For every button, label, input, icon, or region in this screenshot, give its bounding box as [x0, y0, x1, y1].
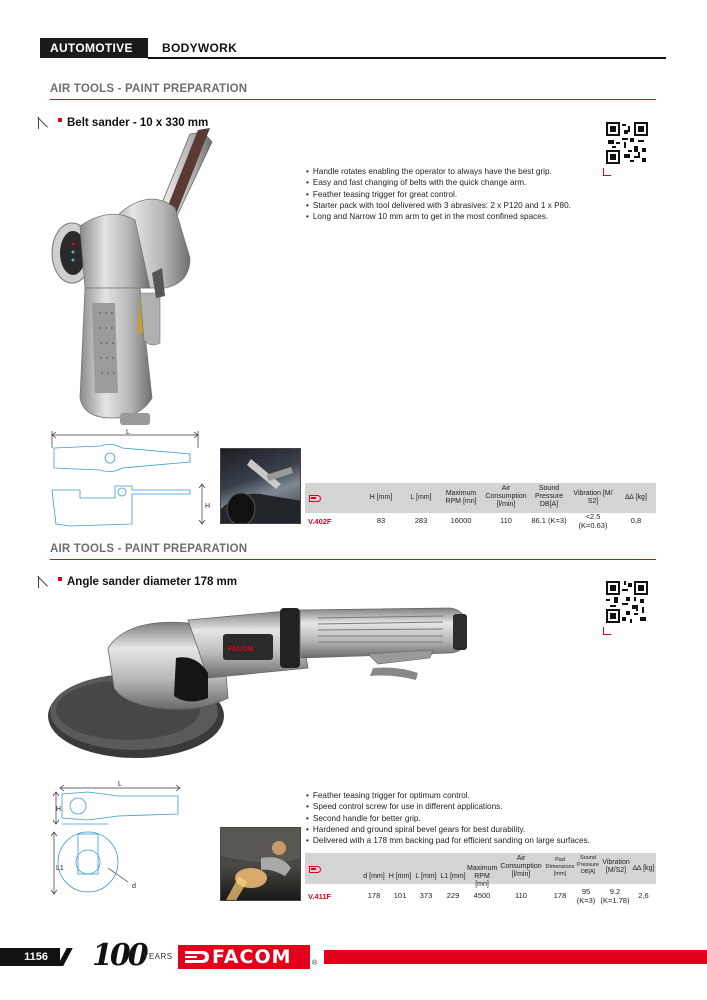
dimension-drawing: [40, 428, 215, 530]
section-title: AIR TOOLS - PAINT PREPARATION: [50, 83, 248, 95]
page-number: 1156: [0, 948, 60, 966]
col-header: Maximum RPM [mn]: [467, 865, 498, 888]
cell-value: 95 (K=3): [576, 887, 596, 905]
dimension-drawing: [48, 778, 198, 898]
feature-item: • Feather teasing trigger for optimum control.: [306, 790, 590, 801]
cell-value: 0,8: [630, 516, 642, 525]
feature-item: • Long and Narrow 10 mm arm to get in the most confined spaces.: [306, 211, 571, 222]
section-title: AIR TOOLS - PAINT PREPARATION: [50, 543, 248, 555]
cell-value: 101: [393, 891, 407, 900]
category-divider: [148, 57, 666, 59]
angle-sander-image: [48, 598, 468, 768]
feature-item: • Easy and fast changing of belts with the quick change arm.: [306, 177, 571, 188]
col-header: Pad Dimensions [mm]: [545, 857, 575, 877]
qr-code[interactable]: [606, 122, 652, 168]
corner-mark: [38, 576, 50, 588]
footer-bar: [324, 950, 707, 964]
spec-table: [305, 853, 656, 908]
product-title-text: Angle sander diameter 178 mm: [67, 576, 238, 588]
feature-item: • Feather teasing trigger for great control.: [306, 189, 571, 200]
cell-value: 83: [376, 516, 386, 525]
facom-logo-icon: [309, 495, 321, 502]
col-header: Maximum RPM [mn]: [445, 490, 477, 505]
registered-mark: ®: [312, 960, 318, 967]
col-header: Air Consumption [l/min]: [500, 855, 542, 878]
col-header: Sound Pressure DB[A]: [576, 855, 599, 875]
dim-label-l1: L1: [56, 865, 64, 872]
product-title: [58, 576, 237, 588]
cell-value: <2.5 (K=0.63): [578, 512, 608, 530]
feature-list: [306, 166, 571, 222]
feature-item: • Delivered with a 178 mm backing pad for efficient sanding on large surfaces.: [306, 835, 590, 846]
col-header: ∆∆ [kg]: [625, 494, 647, 501]
dim-label-d: d: [132, 883, 136, 890]
cell-value: 178: [553, 891, 567, 900]
feature-item: • Hardened and ground spiral bevel gears for best durability.: [306, 824, 590, 835]
col-header: Air Consumption [l/min]: [485, 485, 527, 508]
facom-wrench-icon: [184, 950, 210, 964]
dim-label-h: H: [56, 806, 62, 813]
category-bodywork[interactable]: BODYWORK: [162, 41, 238, 55]
col-header: d [mm]: [363, 873, 385, 880]
qr-code-graphic: [606, 581, 648, 623]
feature-item: • Speed control screw for use in different applications.: [306, 801, 590, 812]
feature-item: • Handle rotates enabling the operator to always have the best grip.: [306, 166, 571, 177]
facom-logo-icon: [309, 866, 321, 873]
section-divider: [50, 559, 656, 560]
cell-value: 86.1 (K=3): [531, 516, 567, 525]
feature-item: • Starter pack with tool delivered with 3 abrasives: 2 x P120 and 1 x P80.: [306, 200, 571, 211]
cell-value: 4500: [473, 891, 491, 900]
product-title-text: Belt sander - 10 x 330 mm: [67, 117, 209, 129]
qr-corner-mark: [603, 627, 611, 635]
belt-sander-image: [40, 128, 230, 428]
cell-value: 2,6: [638, 891, 649, 900]
dim-label-l: L: [118, 781, 122, 788]
cell-value: 16000: [450, 516, 472, 525]
feature-list: [306, 790, 590, 846]
brand-name: FACOM: [212, 946, 292, 968]
dim-label-l: L: [126, 429, 130, 436]
usage-photo: [220, 827, 301, 901]
cell-value: 229: [446, 891, 460, 900]
centenary-logo: 100: [92, 938, 146, 973]
col-header: H [mm]: [369, 494, 393, 501]
svg-text:FACOM: FACOM: [228, 646, 254, 653]
cell-value: 110: [500, 516, 512, 525]
category-automotive[interactable]: AUTOMOTIVE: [40, 38, 148, 58]
qr-code[interactable]: [606, 581, 652, 627]
category-bar: [0, 38, 707, 58]
usage-photo: [220, 448, 301, 524]
section-divider: [50, 99, 656, 100]
feature-item: • Second handle for better grip.: [306, 813, 590, 824]
spec-table: [305, 483, 656, 528]
col-header: Vibration [M/ S2]: [573, 490, 613, 505]
product-reference[interactable]: V.402F: [308, 517, 332, 526]
cell-value: 110: [515, 891, 527, 900]
product-reference[interactable]: V.411F: [308, 892, 332, 901]
cell-value: 283: [414, 516, 428, 525]
col-header: ∆∆ [kg]: [632, 865, 655, 872]
cell-value: 178: [367, 891, 381, 900]
years-label: YEARS: [143, 952, 173, 961]
dim-label-h: H: [205, 503, 211, 510]
col-header: L [mm]: [415, 873, 437, 880]
cell-value: 373: [419, 891, 433, 900]
col-header: L [mm]: [410, 494, 432, 501]
cell-value: 9.2 (K=1.78): [600, 887, 630, 905]
qr-corner-mark: [603, 168, 611, 176]
col-header: L1 [mm]: [440, 873, 466, 880]
col-header: Sound Pressure DB[A]: [534, 485, 563, 508]
qr-code-graphic: [606, 122, 648, 164]
col-header: H [mm]: [388, 873, 412, 880]
col-header: Vibration [M/S2]: [602, 859, 630, 874]
